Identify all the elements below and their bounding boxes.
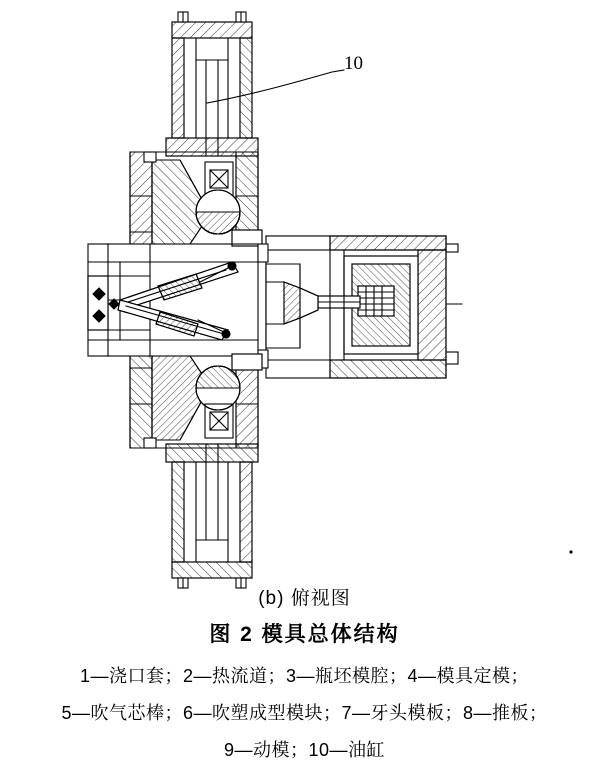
figure-caption-block — [0, 583, 609, 773]
hydraulic-cylinder-bottom — [166, 444, 258, 588]
legend-line-1: 1—浇口套；2—热流道；3—瓶坯模腔；4—模具定模； — [79, 666, 530, 686]
upper-mold-block — [130, 152, 262, 246]
lower-mold-block — [130, 354, 262, 448]
figure-title: 图 2 模具总体结构 — [209, 623, 400, 646]
callout-label-10: 10 — [344, 53, 363, 74]
hydraulic-cylinder-top — [166, 12, 258, 156]
legend-line-3: 9—动模；10—油缸 — [223, 740, 386, 760]
right-mold-half — [258, 236, 462, 378]
legend-line-2: 5—吹气芯棒；6—吹塑成型模块；7—牙头模板；8—推板； — [61, 703, 548, 723]
view-subtitle: (b) 俯视图 — [258, 588, 351, 609]
center-platen-assembly — [88, 244, 258, 356]
